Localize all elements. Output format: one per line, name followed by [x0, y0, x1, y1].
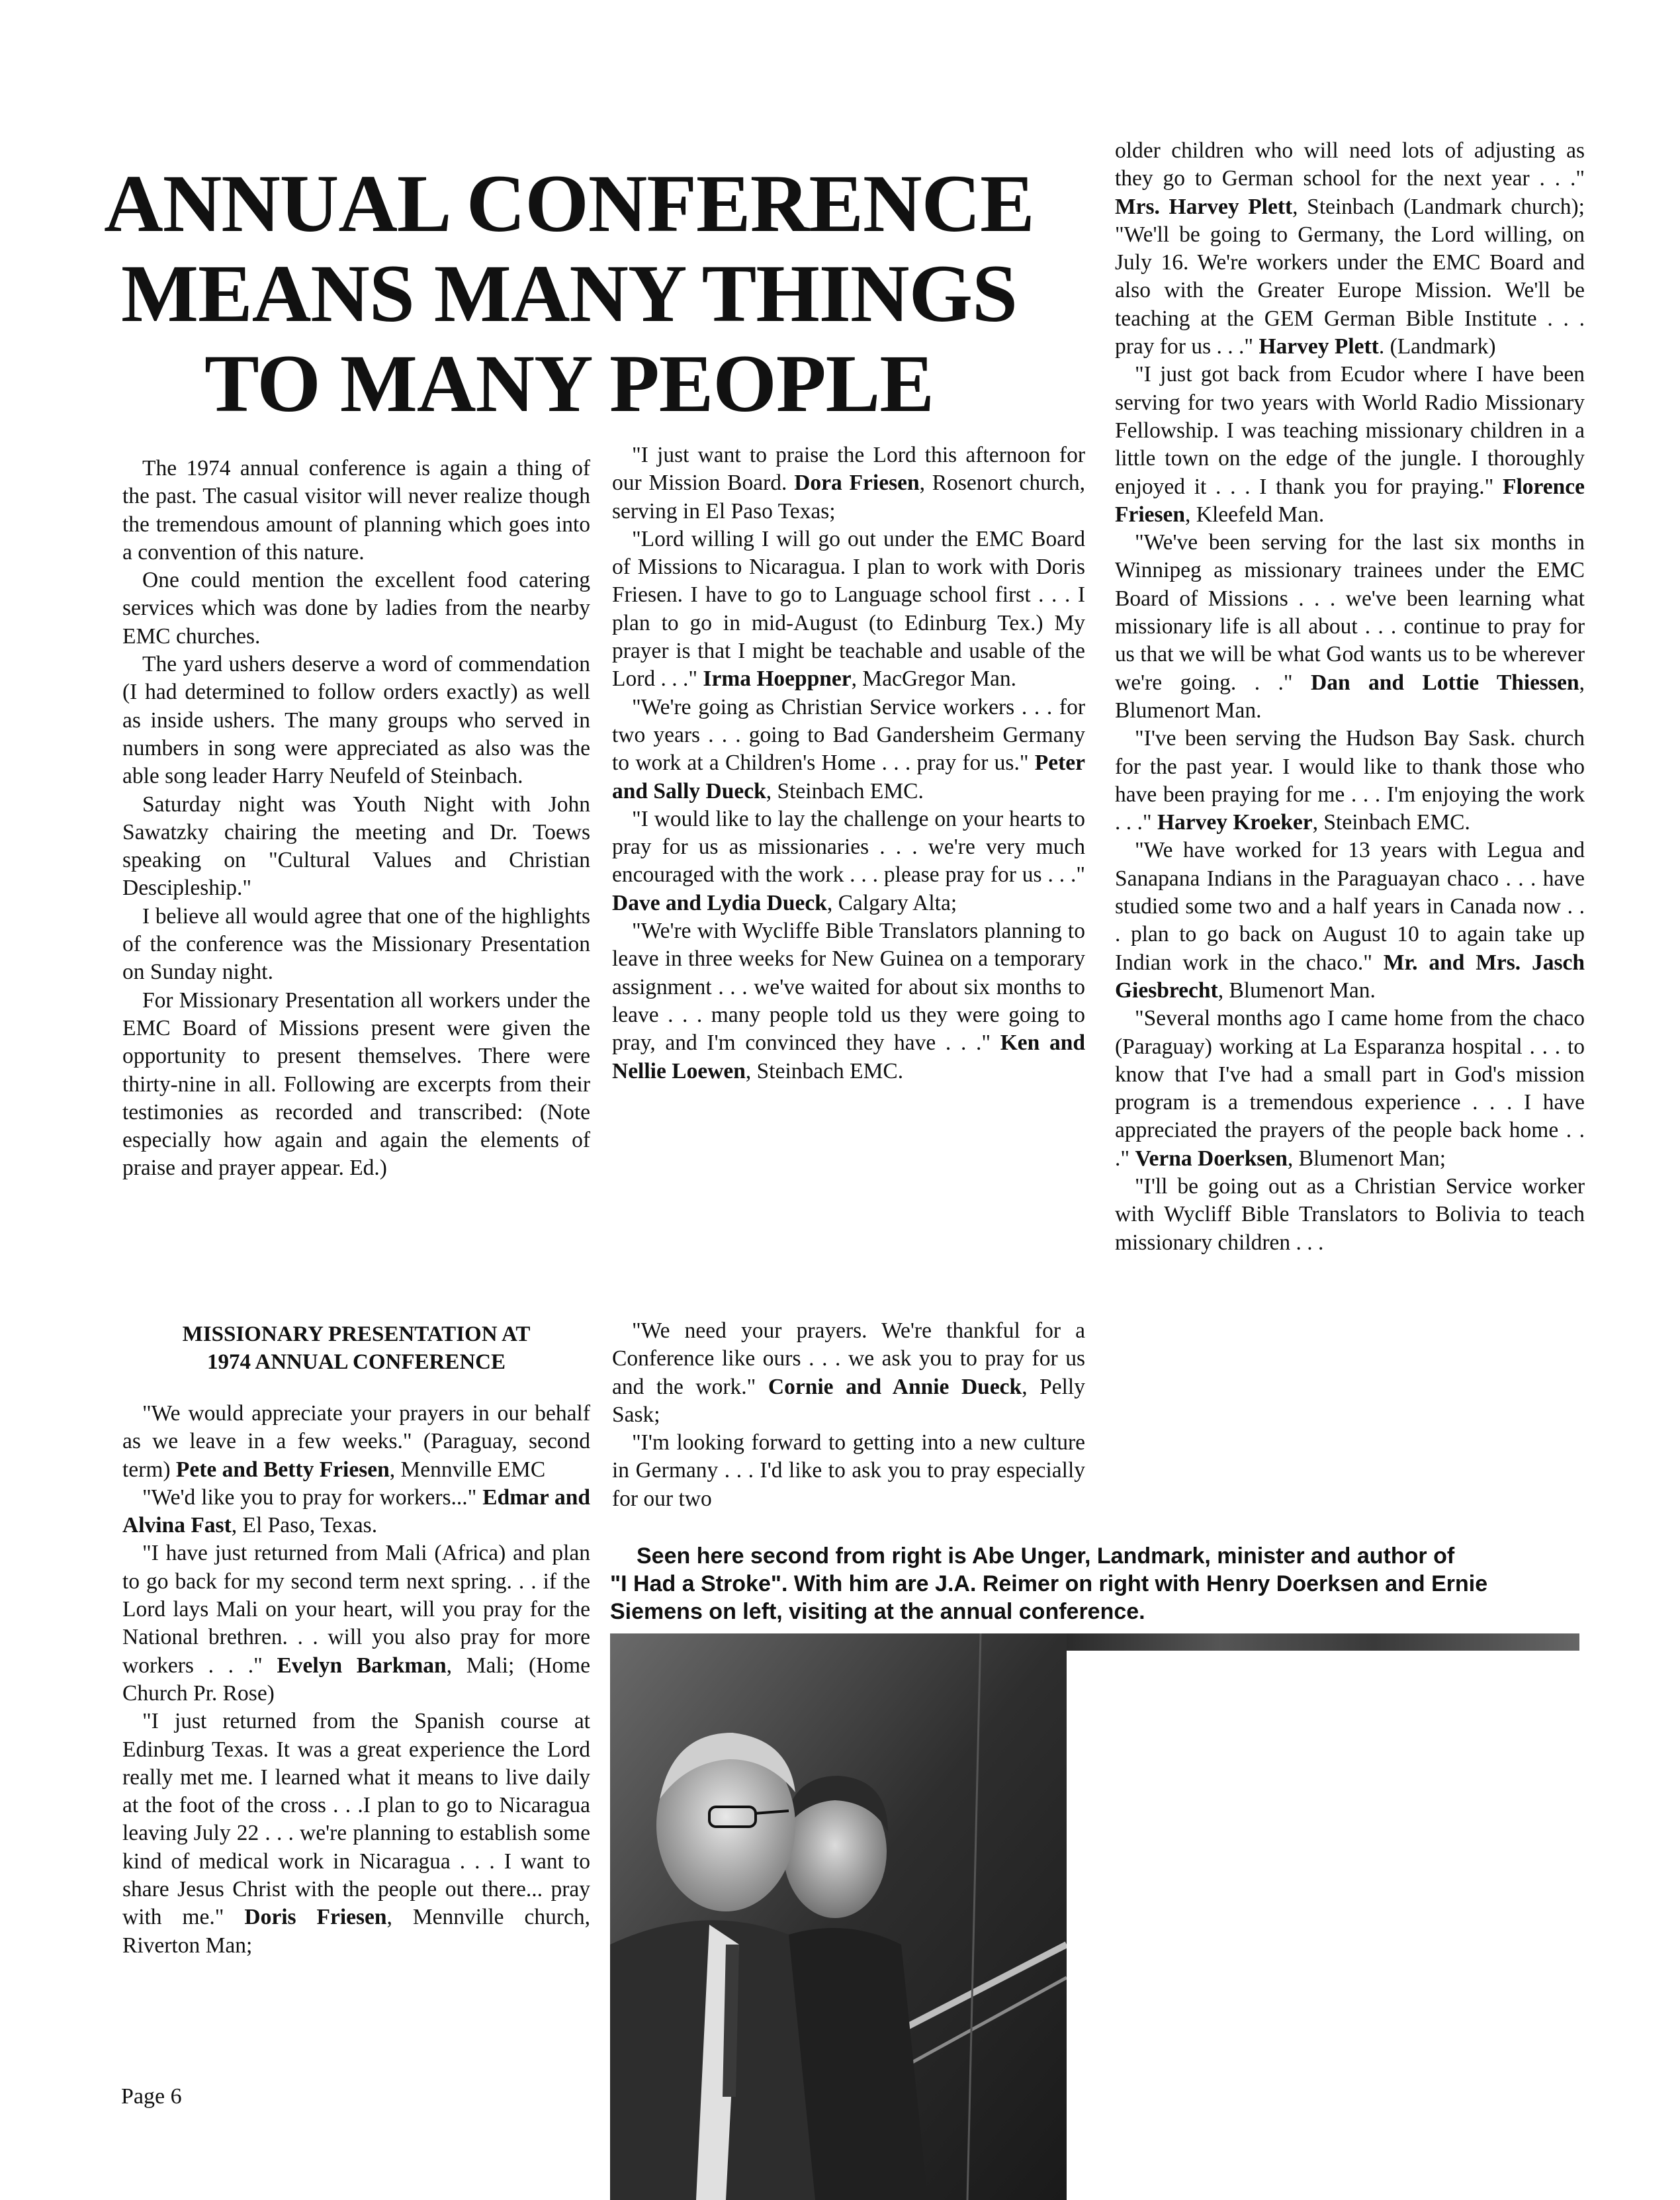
paragraph: I believe all would agree that one of the highlights of the conference was the Missionary Presentation on Sunday night. [122, 903, 590, 985]
column-2-lower-testimonies [612, 1317, 1085, 1513]
speaker-name: Harvey Plett [1259, 334, 1379, 359]
speaker-name: Harvey Kroeker [1157, 810, 1313, 835]
paragraph: For Missionary Presentation all workers under the EMC Board of Missions present were given the opportunity to present themselves. There were thirty-nine in all. Following are excerpts from their testimonies as recorded and transcribed: (Note especially how again and again the elements of praise and prayer appear. Ed.) [122, 987, 590, 1181]
testimony: "Lord willing I will go out under the EMC Board of Missions to Nicaragua. I plan to work with Doris Friesen. I have to go to Language school first . . . I plan to go in mid-August (to Edinburg Tex.) My prayer is that I might be teachable and usable of the Lord . . ." Irma Hoeppner, MacGregor Man. [612, 526, 1085, 692]
testimony: "I've been serving the Hudson Bay Sask. church for the past year. I would like to thank those who have been praying for me . . . I'm enjoying the work . . ." Harvey Kroeker, Steinbach EMC. [1115, 726, 1585, 835]
speaker-name: Peter and Sally Dueck [612, 751, 1085, 803]
conference-photo [610, 1633, 1067, 2200]
column-1-testimonies [122, 1400, 590, 1960]
column-2-testimonies [612, 441, 1085, 1085]
column-3-testimonies [1115, 137, 1585, 1257]
speaker-name: Doris Friesen [244, 1905, 387, 1930]
photo-caption [610, 1542, 1589, 1626]
testimony: "We're going as Christian Service workers . . . for two years . . . going to Bad Gandersheim Germany to work at a Children's Home . . . pray for us." Peter and Sally Dueck, Steinbach EMC. [612, 694, 1085, 803]
speaker-name: Evelyn Barkman [277, 1653, 447, 1678]
testimony: "I just returned from the Spanish course at Edinburg Texas. It was a great experience the Lord really met me. I learned what it means to live daily at the foot of the cross . . .I plan to go to Nicaragua leaving July 22 . . . we're planning to establish some kind of medical work in Nicaragua . . . I want to share Jesus Christ with the people out there... pray with me." Doris Friesen, Mennville church, Riverton Man; [122, 1709, 590, 1958]
speaker-name: Mrs. Harvey Plett [1115, 194, 1293, 219]
testimony-continued: older children who will need lots of adjusting as they go to German school for the next year . . ." Mrs. Harvey Plett, Steinbach (Landmark church); "We'll be going to Germany, the Lord willing, on July 16. We're workers under the EMC Board and also with the Greater Europe Mission. We'll be teaching at the GEM German Bible Institute . . . pray for us . . ." Harvey Plett. (Landmark) [1115, 138, 1585, 359]
article-headline [79, 159, 1059, 429]
testimony: "I have just returned from Mali (Africa) and plan to go back for my second term next spring. . . if the Lord lays Mali on your heart, will you pray for the National brethren. . . will you also pray for more workers . . ." Evelyn Barkman, Mali; (Home Church Pr. Rose) [122, 1541, 590, 1706]
headline-line-2: MEANS MANY THINGS [120, 248, 1018, 339]
testimony: "I just want to praise the Lord this afternoon for our Mission Board. Dora Friesen, Rosenort church, serving in El Paso Texas; [612, 443, 1086, 524]
subheading-line-2: 1974 ANNUAL CONFERENCE [206, 1350, 506, 1374]
subheading-line-1: MISSIONARY PRESENTATION AT [182, 1322, 531, 1346]
headline-line-3: TO MANY PEOPLE [204, 338, 934, 429]
speaker-name: Verna Doerksen [1135, 1146, 1288, 1171]
speaker-name: Cornie and Annie Dueck [768, 1374, 1022, 1399]
testimony: "We would appreciate your prayers in our behalf as we leave in a few weeks." (Paraguay, second term) Pete and Betty Friesen, Mennville EMC [122, 1401, 590, 1482]
caption-line-2: "I Had a Stroke". With him are J.A. Reimer on right with Henry Doerksen and Ernie [610, 1571, 1488, 1596]
testimony: "I would like to lay the challenge on your hearts to pray for us as missionaries . . . we're very much encouraged with the work . . . please pray for us . . ." Dave and Lydia Dueck, Calgary Alta; [612, 806, 1085, 915]
photo-top-strip [1067, 1633, 1579, 1651]
speaker-name: Dora Friesen [794, 471, 920, 496]
speaker-name: Mr. and Mrs. Jasch Giesbrecht [1115, 950, 1585, 1003]
testimony: "We're with Wycliffe Bible Translators planning to leave in three weeks for New Guinea on a temporary assignment . . . we've waited for about six months to leave . . . many people told us they were going to pray, and I'm convinced they have . . ." Ken and Nellie Loewen, Steinbach EMC. [612, 919, 1085, 1083]
paragraph: The yard ushers deserve a word of commendation (I had determined to follow orders exactly) as well as inside ushers. The many groups who served in numbers in song were appreciated as also was the able song leader Harry Neufeld of Steinbach. [122, 652, 590, 789]
speaker-name: Edmar and Alvina Fast [122, 1485, 590, 1538]
testimony: "I'm looking forward to getting into a new culture in Germany . . . I'd like to ask you to pray especially for our two [612, 1430, 1085, 1511]
speaker-name: Pete and Betty Friesen [175, 1457, 390, 1482]
testimony: "We need your prayers. We're thankful for a Conference like ours . . . we ask you to pray for us and the work." Cornie and Annie Dueck, Pelly Sask; [612, 1318, 1085, 1427]
page-number: Page 6 [121, 2084, 182, 2109]
column-1-intro [122, 455, 590, 1183]
speaker-name: Florence Friesen [1115, 474, 1585, 527]
testimony: "We have worked for 13 years with Legua and Sanapana Indians in the Paraguayan chaco . . . have studied some two and a half years in Canada now . . . plan to go back on August 10 to again take up Indian work in the chaco." Mr. and Mrs. Jasch Giesbrecht, Blumenort Man. [1115, 838, 1585, 1003]
paragraph: One could mention the excellent food catering services which was done by ladies from the nearby EMC churches. [122, 568, 590, 649]
caption-line-1: Seen here second from right is Abe Unger, Landmark, minister and author of [637, 1543, 1455, 1569]
testimony: "Several months ago I came home from the chaco (Paraguay) working at La Esparanza hospital . . . to know that I've had a small part in God's mission program is a tremendous experience . . . I have appreciated the prayers of the people back home . . ." Verna Doerksen, Blumenort Man; [1115, 1006, 1585, 1171]
speaker-name: Irma Hoeppner [703, 666, 852, 692]
speaker-name: Ken and Nellie Loewen [612, 1031, 1085, 1083]
paragraph: Saturday night was Youth Night with John Sawatzky chairing the meeting and Dr. Toews speaking on "Cultural Values and Christian Descipleship." [122, 792, 590, 901]
speaker-name: Dave and Lydia Dueck [612, 890, 827, 915]
headline-line-1: ANNUAL CONFERENCE [104, 158, 1034, 249]
testimony: "I'll be going out as a Christian Service worker with Wycliff Bible Translators to Bolivia to teach missionary children . . . [1115, 1173, 1585, 1255]
testimony: "We'd like you to pray for workers..." Edmar and Alvina Fast, El Paso, Texas. [122, 1485, 590, 1538]
testimony: "We've been serving for the last six months in Winnipeg as missionary trainees under the EMC Board of Missions . . . we've been learning what missionary life is all about . . . continue to pray for us that we will be what God wants us to be wherever we're going. . ." Dan and Lottie Thiessen, Blumenort Man. [1115, 530, 1585, 723]
section-subheading [122, 1320, 590, 1376]
caption-line-3: Siemens on left, visiting at the annual conference. [610, 1599, 1145, 1624]
paragraph: The 1974 annual conference is again a thing of the past. The casual visitor will never realize though the tremendous amount of planning which goes into a convention of this nature. [122, 456, 590, 565]
photo-illustration [610, 1633, 1067, 2200]
testimony: "I just got back from Ecudor where I have been serving for two years with World Radio Missionary Fellowship. I was teaching missionary children in a little town on the edge of the jungle. I thoroughly enjoyed it . . . I thank you for praying." Florence Friesen, Kleefeld Man. [1115, 362, 1585, 527]
speaker-name: Dan and Lottie Thiessen [1311, 670, 1579, 695]
